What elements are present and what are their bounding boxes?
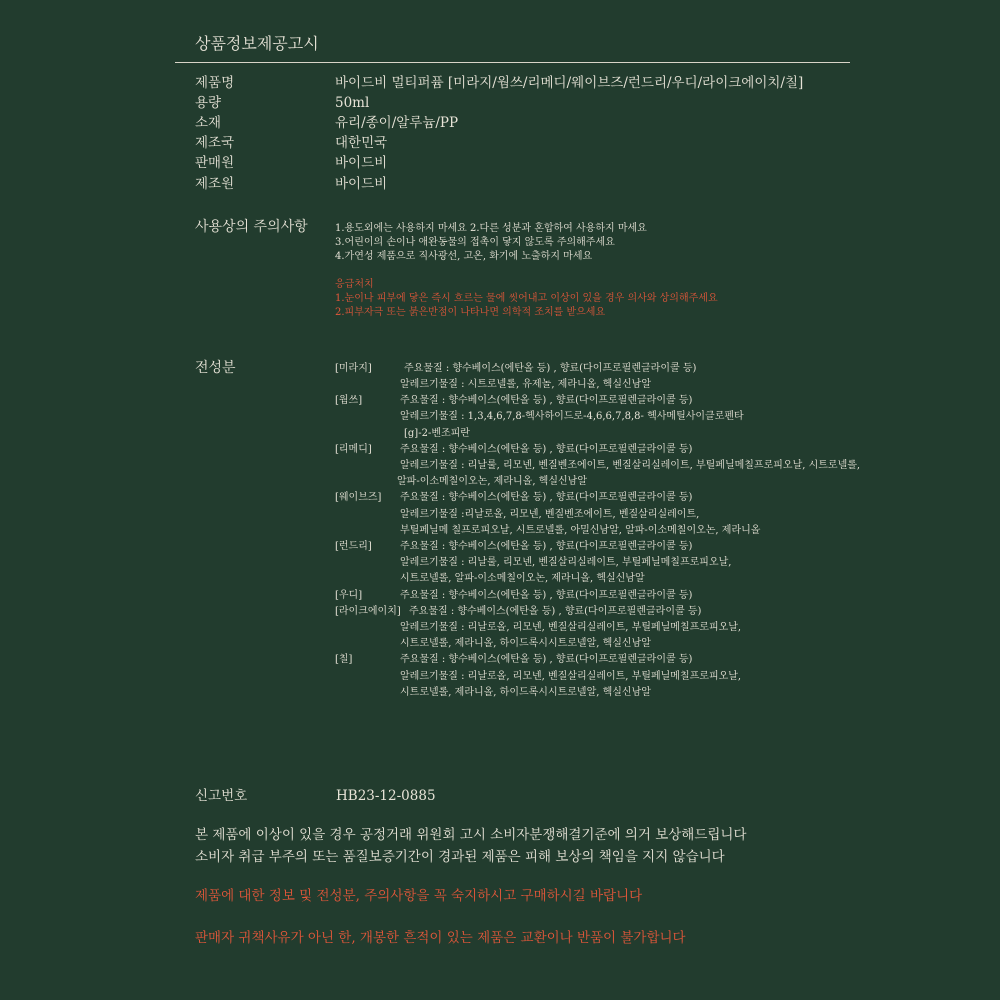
- ingredient-tag: [런드리]: [335, 541, 372, 552]
- ingredient-text: 주요물질 : 향수베이스(에탄올 등) , 향료(다이프로필렌글라이콜 등): [400, 444, 693, 455]
- spec-row-seller: [195, 153, 387, 173]
- cautions-body: [335, 222, 647, 264]
- ingredient-text: 시트로넬롤, 제라니올, 하이드록시시트로넬알, 헥실신남알: [400, 687, 651, 698]
- emergency-section: [335, 278, 718, 320]
- ingredient-tag: [우디]: [335, 590, 363, 601]
- emergency-title: 응급처치: [335, 279, 374, 290]
- ingredient-text: 알레르기물질 : 시트로넬롤, 유제놀, 제라니올, 헥실신남알: [400, 379, 651, 390]
- report-number-value: HB23-12-0885: [336, 788, 436, 804]
- spec-label: 소재: [195, 115, 222, 131]
- ingredient-text: 부틸페닐메 칠프로피오날, 시트로넬롤, 아밀신남알, 알파-이소메칠이오논, 제라니올: [400, 525, 761, 536]
- spec-label: 제조국: [195, 135, 235, 151]
- report-number-label: 신고번호: [195, 788, 248, 804]
- spec-row-manufacturer: [195, 174, 387, 194]
- spec-value: 바이드비: [335, 155, 388, 171]
- spec-value: 대한민국: [335, 135, 388, 151]
- spec-label: 판매원: [195, 155, 235, 171]
- ingredient-tag: [칠]: [335, 654, 353, 665]
- cautions-label: 사용상의 주의사항: [195, 219, 308, 235]
- warning-no-return: 판매자 귀책사유가 아닌 한, 개봉한 흔적이 있는 제품은 교환이나 반품이 불가합니다: [195, 930, 686, 946]
- report-number-row: [195, 784, 436, 804]
- ingredient-text: 알레르기물질 : 리날룰, 리모넨, 벤질벤조에이트, 벤질살리실레이트, 부틸페닐메칠프로피오날, 시트로넬롤,: [400, 460, 861, 471]
- ingredient-text: 주요물질 : 향수베이스(에탄올 등) , 향료(다이프로필렌글라이콜 등): [400, 590, 693, 601]
- ingredient-text: 주요물질 : 향수베이스(에탄올 등) , 향료(다이프로필렌글라이콜 등): [400, 541, 693, 552]
- spec-row-country: [195, 133, 387, 153]
- ingredient-text: 주요물질 : 향수베이스(에탄올 등) , 향료(다이프로필렌글라이콜 등): [404, 363, 697, 374]
- ingredient-text: 알레르기물질 : 1,3,4,6,7,8-헥사하이드로-4,6,6,7,8,8- 헥사메틸사이클로펜타: [400, 411, 744, 422]
- spec-value: 50ml: [335, 95, 370, 111]
- notice-liability: 소비자 취급 부주의 또는 품질보증기간이 경과된 제품은 피해 보상의 책임을 지지 않습니다: [195, 849, 725, 865]
- ingredient-text: 알레르기물질 : 리날로올, 리모넨, 벤질살리실레이트, 부틸페닐메칠프로피오날,: [400, 671, 742, 682]
- spec-value: 유리/종이/알루늄/PP: [335, 115, 459, 131]
- ingredient-tag: [라이크에이치]: [335, 606, 401, 617]
- spec-value: 바이드비: [335, 176, 388, 192]
- ingredient-text: 알파-이소메칠이오논, 제라니올, 헥실신남알: [397, 476, 587, 487]
- ingredient-tag: [웨이브즈]: [335, 492, 382, 503]
- ingredient-text: [g]-2-벤조피란: [404, 428, 470, 439]
- ingredient-tag: [미라지]: [335, 363, 372, 374]
- spec-row-capacity: [195, 93, 369, 113]
- caution-line: 1.용도외에는 사용하지 마세요 2.다른 성분과 혼합하여 사용하지 마세요: [335, 223, 647, 234]
- warning-read-before-purchase: 제품에 대한 정보 및 전성분, 주의사항을 꼭 숙지하시고 구매하시길 바랍니다: [195, 888, 643, 904]
- spec-row-material: [195, 113, 458, 133]
- ingredient-tag: [웜쓰]: [335, 395, 363, 406]
- emergency-line: 2.피부자극 또는 붉은반점이 나타나면 의학적 조치를 받으세요: [335, 307, 606, 318]
- ingredient-text: 알레르기물질 : 리날로올, 리모넨, 벤질살리실레이트, 부틸페닐메칠프로피오날,: [400, 622, 742, 633]
- spec-label: 제조원: [195, 176, 235, 192]
- ingredient-text: 주요물질 : 향수베이스(에탄올 등) , 향료(다이프로필렌글라이콜 등): [400, 492, 693, 503]
- caution-line: 4.가연성 제품으로 직사광선, 고온, 화기에 노출하지 마세요: [335, 251, 593, 262]
- ingredient-text: 알레르기물질 : 리날룰, 리모넨, 벤질살리실레이트, 부틸페닐메칠프로피오날,: [400, 557, 732, 568]
- page-title: 상품정보제공고시: [195, 34, 319, 53]
- ingredient-text: 주요물질 : 향수베이스(에탄올 등) , 향료(다이프로필렌글라이콜 등): [400, 654, 693, 665]
- ingredient-text: 주요물질 : 향수베이스(에탄올 등) , 향료(다이프로필렌글라이콜 등): [400, 395, 693, 406]
- notice-compensation: 본 제품에 이상이 있을 경우 공정거래 위원회 고시 소비자분쟁해결기준에 의거 보상해드립니다: [195, 827, 747, 843]
- title-divider: [175, 62, 850, 63]
- ingredient-text: 시트로넬롤, 알파-이소메칠이오논, 제라니올, 헥실신남알: [400, 573, 645, 584]
- ingredient-text: 시트로넬롤, 제라니올, 하이드록시시트로넬알, 헥실신남알: [400, 638, 651, 649]
- ingredients-label: 전성분: [195, 360, 236, 376]
- caution-line: 3.어린이의 손이나 애완동물의 접촉이 닿지 않도록 주의해주세요: [335, 237, 615, 248]
- spec-label: 용량: [195, 95, 222, 111]
- ingredient-text: 주요물질 : 향수베이스(에탄올 등) , 향료(다이프로필렌글라이콜 등): [409, 606, 702, 617]
- spec-label: 제품명: [195, 75, 235, 91]
- spec-value: 바이드비 멀티퍼퓸 [미라지/웜쓰/리메디/웨이브즈/런드리/우디/라이크에이치/칠]: [335, 75, 804, 91]
- spec-row-product-name: [195, 73, 803, 93]
- emergency-line: 1.눈이나 피부에 닿은 즉시 흐르는 물에 씻어내고 이상이 있을 경우 의사와 상의해주세요: [335, 293, 718, 304]
- ingredient-text: 알레르기물질 :리날로올, 리모넨, 벤질벤조에이트, 벤질살리실레이트,: [400, 509, 700, 520]
- ingredient-tag: [리메디]: [335, 444, 372, 455]
